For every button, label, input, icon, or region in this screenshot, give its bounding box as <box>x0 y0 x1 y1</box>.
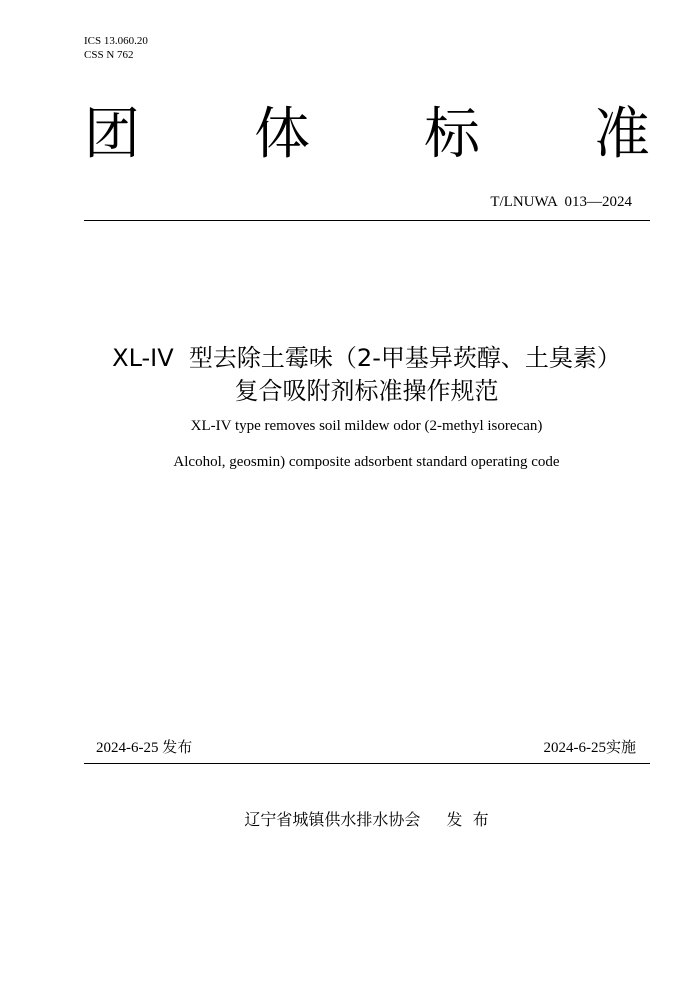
implement-date-label: 实施 <box>605 738 636 756</box>
publish-date <box>96 736 192 757</box>
doc-type-char: 标 <box>424 102 480 167</box>
publish-date-value: 2024-6-25 <box>96 740 159 756</box>
publish-date-label: 发布 <box>162 738 193 756</box>
document-type-title <box>84 100 650 170</box>
english-title-line-1: XL-IV type removes soil mildew odor (2-methyl isorecan) <box>190 418 543 434</box>
top-divider <box>84 220 650 221</box>
chinese-title-line-1: XL-IV 型去除土霉味（2-甲基异莰醇、土臭素） <box>112 344 621 372</box>
css-code: CSS N 762 <box>84 49 134 61</box>
chinese-title-line-2: 复合吸附剂标准操作规范 <box>234 377 499 405</box>
classification-codes <box>84 34 148 62</box>
doc-type-char: 团 <box>84 102 140 167</box>
ics-code: ICS 13.060.20 <box>84 35 148 47</box>
issuer-action: 发 布 <box>446 810 489 829</box>
doc-type-char: 准 <box>594 102 650 167</box>
issuer <box>0 807 700 830</box>
doc-type-char: 体 <box>254 102 310 167</box>
english-title-line-2: Alcohol, geosmin) composite adsorbent standard operating code <box>173 454 560 470</box>
implement-date-value: 2024-6-25 <box>543 740 606 756</box>
bottom-divider <box>84 763 650 764</box>
issuer-name: 辽宁省城镇供水排水协会 <box>244 810 421 829</box>
standard-number: T/LNUWA 013—2024 <box>490 194 632 210</box>
implement-date <box>543 736 636 757</box>
